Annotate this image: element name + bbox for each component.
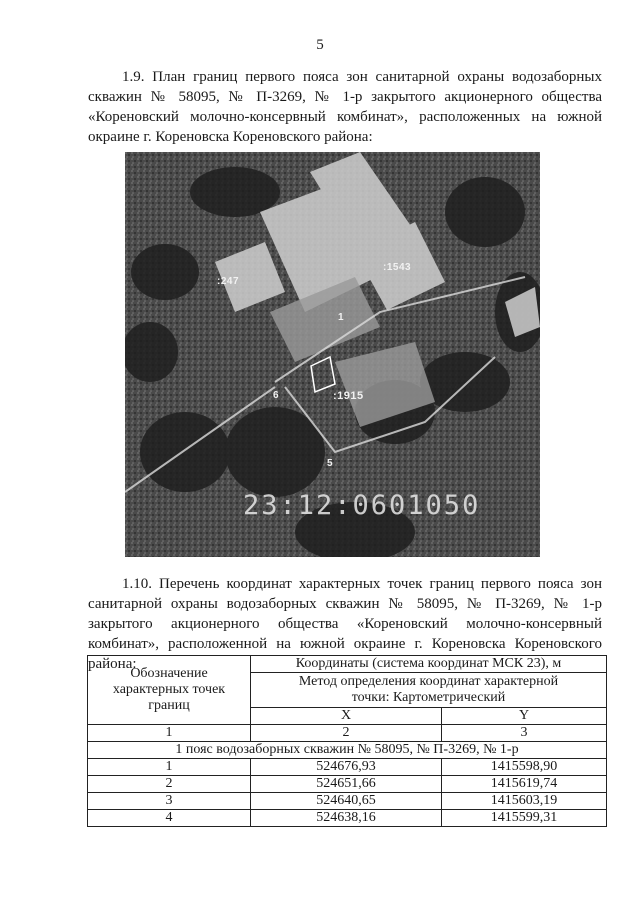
y-cell: 1415598,90 — [442, 759, 607, 776]
x-cell: 524676,93 — [251, 759, 442, 776]
page-number: 5 — [316, 37, 324, 53]
header-x: X — [251, 708, 442, 725]
cadastral-stamp: 23:12:0601050 — [243, 490, 481, 521]
table-group-row — [88, 742, 607, 759]
coordinates-table — [87, 655, 607, 827]
index-cell: 3 — [442, 725, 607, 742]
section-1-10-text: 1.10. Перечень координат характерных точек границ первого пояса зон санитарной охраны водозаборных скважин № 58095, № П-3269, № 1-р закрытого акционерного общества «Кореновский молочно-консервный комбинат», расположенной на южной окраине г. Кореновска Кореновского района: — [88, 576, 602, 672]
point-cell: 1 — [88, 759, 251, 776]
point-cell: 4 — [88, 810, 251, 827]
point-cell: 2 — [88, 776, 251, 793]
table-header-row — [88, 656, 607, 673]
header-method: Метод определения координат характерной точки: Картометрический — [251, 673, 607, 708]
x-cell: 524651,66 — [251, 776, 442, 793]
parcel-label-1915: :1915 — [333, 390, 364, 402]
section-1-9-text: 1.9. План границ первого пояса зон санитарной охраны водозаборных скважин № 58095, № П-3269, № 1-р закрытого акционерного общества «Кореновский молочно-консервный комбинат», расположенных на южной окраине г. Кореновска Кореновского района: — [88, 69, 602, 145]
point-label-1: 1 — [338, 312, 345, 323]
header-y: Y — [442, 708, 607, 725]
table-row — [88, 793, 607, 810]
point-cell: 3 — [88, 793, 251, 810]
table-row — [88, 810, 607, 827]
group-title: 1 пояс водозаборных скважин № 58095, № П-3269, № 1-р — [88, 742, 607, 759]
aerial-photo — [125, 152, 540, 557]
y-cell: 1415619,74 — [442, 776, 607, 793]
parcel-label-247: :247 — [217, 276, 240, 287]
table-row — [88, 776, 607, 793]
y-cell: 1415603,19 — [442, 793, 607, 810]
table-index-row — [88, 725, 607, 742]
table-row — [88, 759, 607, 776]
point-label-5: 5 — [327, 458, 334, 469]
point-label-6: 6 — [273, 390, 280, 401]
x-cell: 524638,16 — [251, 810, 442, 827]
x-cell: 524640,65 — [251, 793, 442, 810]
index-cell: 2 — [251, 725, 442, 742]
header-coordinates: Координаты (система координат МСК 23), м — [251, 656, 607, 673]
parcel-label-1543: :1543 — [383, 262, 412, 273]
y-cell: 1415599,31 — [442, 810, 607, 827]
header-designation: Обозначение характерных точек границ — [88, 656, 251, 725]
index-cell: 1 — [88, 725, 251, 742]
